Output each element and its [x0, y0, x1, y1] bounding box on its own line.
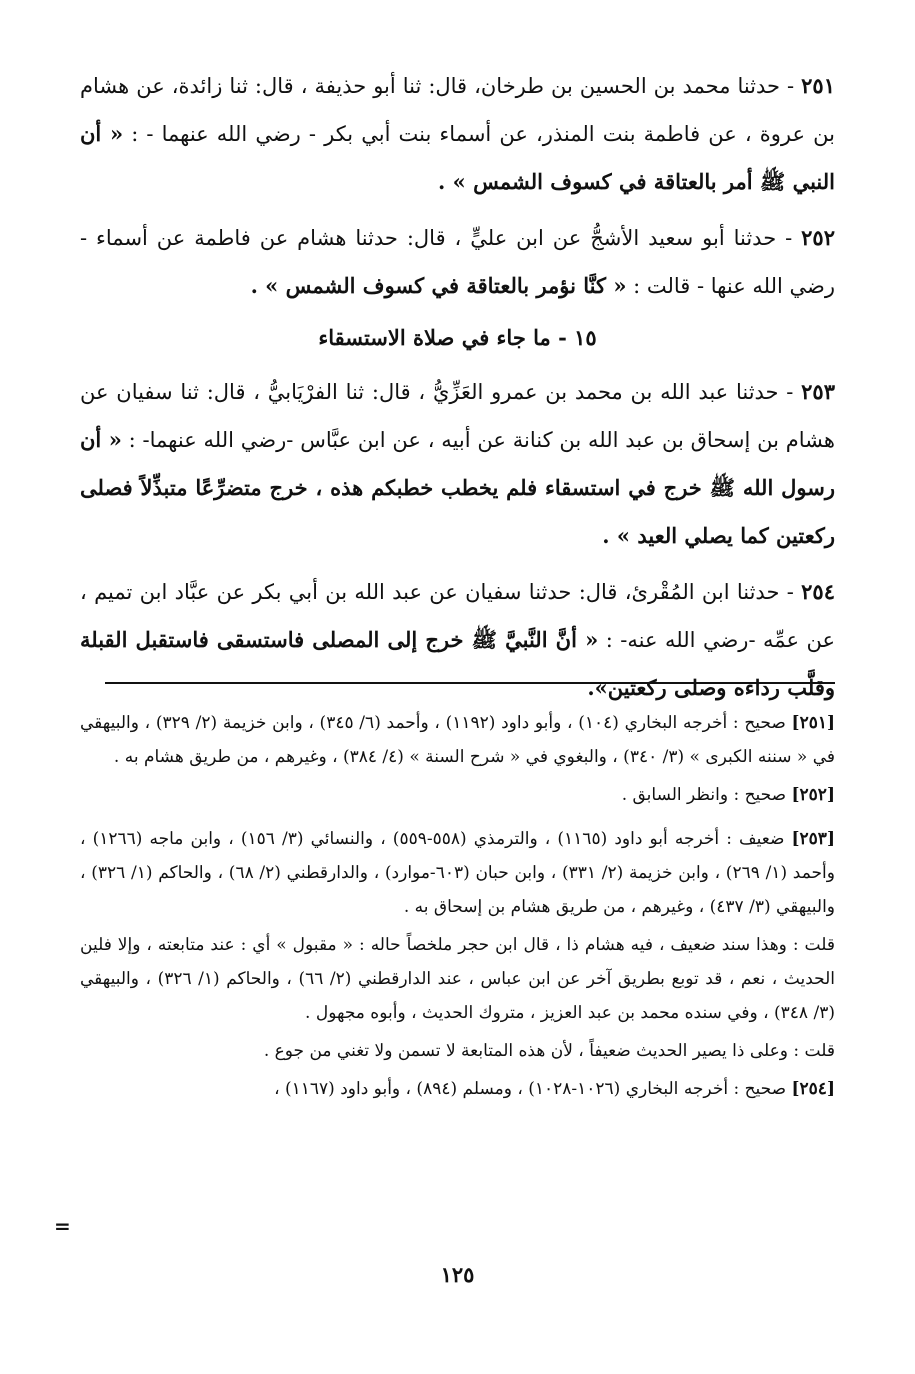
hadith-matn: « كنَّا نؤمر بالعتاقة في كسوف الشمس » .	[250, 273, 627, 298]
hadith-matn: « أنَّ النَّبيَّ ﷺ خرج إلى المصلى فاستسقى فاستقبل القبلة وقلَّب رداءه وصلى ركعتين».	[80, 627, 835, 700]
footnote-comment	[80, 928, 835, 1030]
footnote-tag: [٢٥١]	[791, 713, 836, 733]
page	[54, 62, 836, 1374]
hadith-number: ٢٥١	[801, 73, 835, 98]
continuation-mark: =	[54, 1214, 71, 1238]
hadith-entry-253	[80, 368, 835, 560]
footnotes	[80, 706, 835, 1110]
footnote-text: قلت : وعلى ذا يصير الحديث ضعيفاً ، لأن هذه المتابعة لا تسمن ولا تغني من جوع .	[263, 1041, 835, 1061]
footnote-text: صحيح : أخرجه البخاري (١٠٤) ، وأبو داود (١١٩٢) ، وأحمد (٦/ ٣٤٥) ، وابن خزيمة (٢/ ٣٢٩) ، والبيهقي في « سننه الكبرى » (٣/ ٣٤٠) ، والبغوي في « شرح السنة » (٤/ ٣٨٤) ، وغيرهم ، من طريق هشام به .	[80, 713, 835, 767]
hadith-entry-251	[80, 62, 835, 206]
footnote-254	[80, 1072, 835, 1106]
footnote-text: ضعيف : أخرجه أبو داود (١١٦٥) ، والترمذي (٥٥٨-٥٥٩) ، والنسائي (٣/ ١٥٦) ، وابن ماجه (١٢٦٦) ، وأحمد (١/ ٢٦٩) ، وابن خزيمة (٢/ ٣٣١) ، وابن حبان (٦٠٣-موارد) ، والدارقطني (٢/ ٦٨) ، والحاكم (١/ ٣٢٦) ، والبيهقي (٣/ ٤٣٧) ، وغيرهم ، من طريق هشام بن إسحاق به .	[80, 829, 835, 917]
footnote-text: صحيح : أخرجه البخاري (١٠٢٦-١٠٢٨) ، ومسلم (٨٩٤) ، وأبو داود (١١٦٧) ،	[274, 1079, 792, 1099]
footnote-tag: [٢٥٢]	[791, 785, 835, 805]
footnote-text: قلت : وهذا سند ضعيف ، فيه هشام ذا ، قال ابن حجر ملخصاً حاله : « مقبول » أي : عند متابعته ، وإلا فلين الحديث ، نعم ، قد توبع بطريق آخر عن ابن عباس ، عند الدارقطني (٢/ ٦٦) ، والحاكم (١/ ٣٢٦) ، والبيهقي (٣/ ٣٤٨) ، وفي سنده محمد بن عبد العزيز ، متروك الحديث ، وأبوه مجهول .	[80, 935, 835, 1023]
hadith-isnad: - حدثنا محمد بن الحسين بن طرخان، قال: ثنا أبو حذيفة ، قال: ثنا زائدة، عن هشام بن عروة ، عن فاطمة بنت المنذر، عن أسماء بنت أبي بكر - رضي الله عنهما - :	[80, 74, 835, 146]
footnote-tag: [٢٥٤]	[791, 1079, 835, 1099]
hadith-isnad: - حدثنا عبد الله بن محمد بن عمرو العَزِّيُّ ، قال: ثنا الفرْيَابيُّ ، قال: ثنا سفيان عن هشام بن إسحاق بن عبد الله بن كنانة عن أبيه ، عن ابن عبَّاس -رضي الله عنهما- :	[80, 380, 835, 452]
hadith-isnad: - حدثنا ابن المُقْرئ، قال: حدثنا سفيان عن عبد الله بن أبي بكر عن عبَّاد ابن تميم ، عن عمِّه -رضي الله عنه- :	[80, 580, 835, 652]
footnote-251	[80, 706, 835, 774]
hadith-number: ٢٥٢	[801, 225, 835, 250]
hadith-entry-252	[80, 214, 835, 310]
hadith-number: ٢٥٤	[801, 579, 835, 604]
footnote-252	[80, 778, 835, 812]
hadith-entry-254	[80, 568, 835, 712]
footnote-text: صحيح : وانظر السابق .	[621, 785, 792, 805]
footnote-tag: [٢٥٣]	[791, 829, 835, 849]
footnote-comment	[80, 1034, 835, 1068]
page-number: ١٢٥	[440, 1262, 475, 1287]
hadith-matn: « أن النبي ﷺ أمر بالعتاقة في كسوف الشمس » .	[80, 121, 835, 194]
footnote-divider	[105, 682, 835, 684]
hadith-matn: « أن رسول الله ﷺ خرج في استسقاء فلم يخطب خطبكم هذه ، خرج متضرِّعًا متبذِّلاً فصلى ركعتين كما يصلي العيد » .	[80, 427, 835, 548]
footnote-253	[80, 822, 835, 924]
hadith-isnad: - حدثنا أبو سعيد الأشجُّ عن ابن عليٍّ ، قال: حدثنا هشام عن فاطمة عن أسماء - رضي الله عنها - قالت :	[80, 226, 835, 298]
hadith-number: ٢٥٣	[801, 379, 835, 404]
chapter-title: ١٥ - ما جاء في صلاة الاستسقاء	[318, 325, 597, 350]
